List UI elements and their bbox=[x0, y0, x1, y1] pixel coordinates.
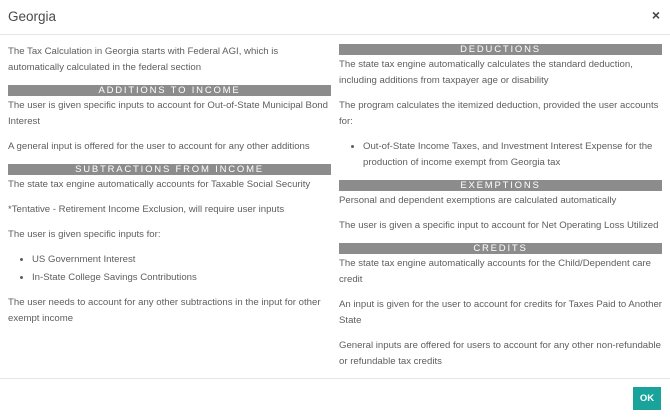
ok-button[interactable]: OK bbox=[633, 387, 661, 410]
deductions-text-2: The program calculates the itemized deduction, provided the user accounts for: bbox=[339, 100, 659, 127]
additions-heading: ADDITIONS TO INCOME bbox=[8, 85, 331, 96]
subtractions-heading: SUBTRACTIONS FROM INCOME bbox=[8, 164, 331, 175]
exemptions-text-1: Personal and dependent exemptions are calculated automatically bbox=[339, 195, 617, 206]
exemptions-heading: EXEMPTIONS bbox=[339, 180, 662, 191]
list-item: • In-State College Savings Contributions bbox=[32, 270, 331, 286]
credits-text-3: General inputs are offered for users to account for any other non-refundable or refundable tax credits bbox=[339, 340, 661, 367]
subtractions-text-4: The user needs to account for any other subtractions in the input for other exempt income bbox=[8, 297, 321, 324]
credits-text-1: The state tax engine automatically accounts for the Child/Dependent care credit bbox=[339, 258, 651, 285]
close-icon[interactable]: × bbox=[651, 7, 660, 23]
subtractions-text-2: *Tentative - Retirement Income Exclusion, will require user inputs bbox=[8, 204, 285, 215]
dialog-footer bbox=[0, 378, 670, 418]
deductions-heading: DEDUCTIONS bbox=[339, 44, 662, 55]
credits-heading: CREDITS bbox=[339, 243, 662, 254]
subtractions-list bbox=[24, 252, 331, 286]
dialog-header bbox=[0, 0, 670, 35]
subtractions-text-1: The state tax engine automatically accounts for Taxable Social Security bbox=[8, 179, 311, 190]
exemptions-text-2: The user is given a specific input to account for Net Operating Loss Utilized bbox=[339, 220, 659, 231]
deductions-list bbox=[355, 139, 662, 171]
list-item: • Out-of-State Income Taxes, and Investment Interest Expense for the production of income exempt from Georgia tax bbox=[363, 139, 662, 171]
additions-text-1: The user is given specific inputs to account for Out-of-State Municipal Bond Interest bbox=[8, 100, 328, 127]
deductions-text-1: The state tax engine automatically calculates the standard deduction, including additions from taxpayer age or disability bbox=[339, 59, 633, 86]
right-column bbox=[339, 44, 662, 379]
dialog-title: Georgia bbox=[8, 9, 57, 24]
intro-text: The Tax Calculation in Georgia starts with Federal AGI, which is automatically calculated in the federal section bbox=[8, 46, 279, 73]
credits-text-2: An input is given for the user to account for credits for Taxes Paid to Another State bbox=[339, 299, 662, 326]
subtractions-text-3: The user is given specific inputs for: bbox=[8, 229, 161, 240]
list-item: • US Government Interest bbox=[32, 252, 331, 268]
additions-text-2: A general input is offered for the user to account for any other additions bbox=[8, 141, 310, 152]
left-column bbox=[8, 44, 331, 336]
